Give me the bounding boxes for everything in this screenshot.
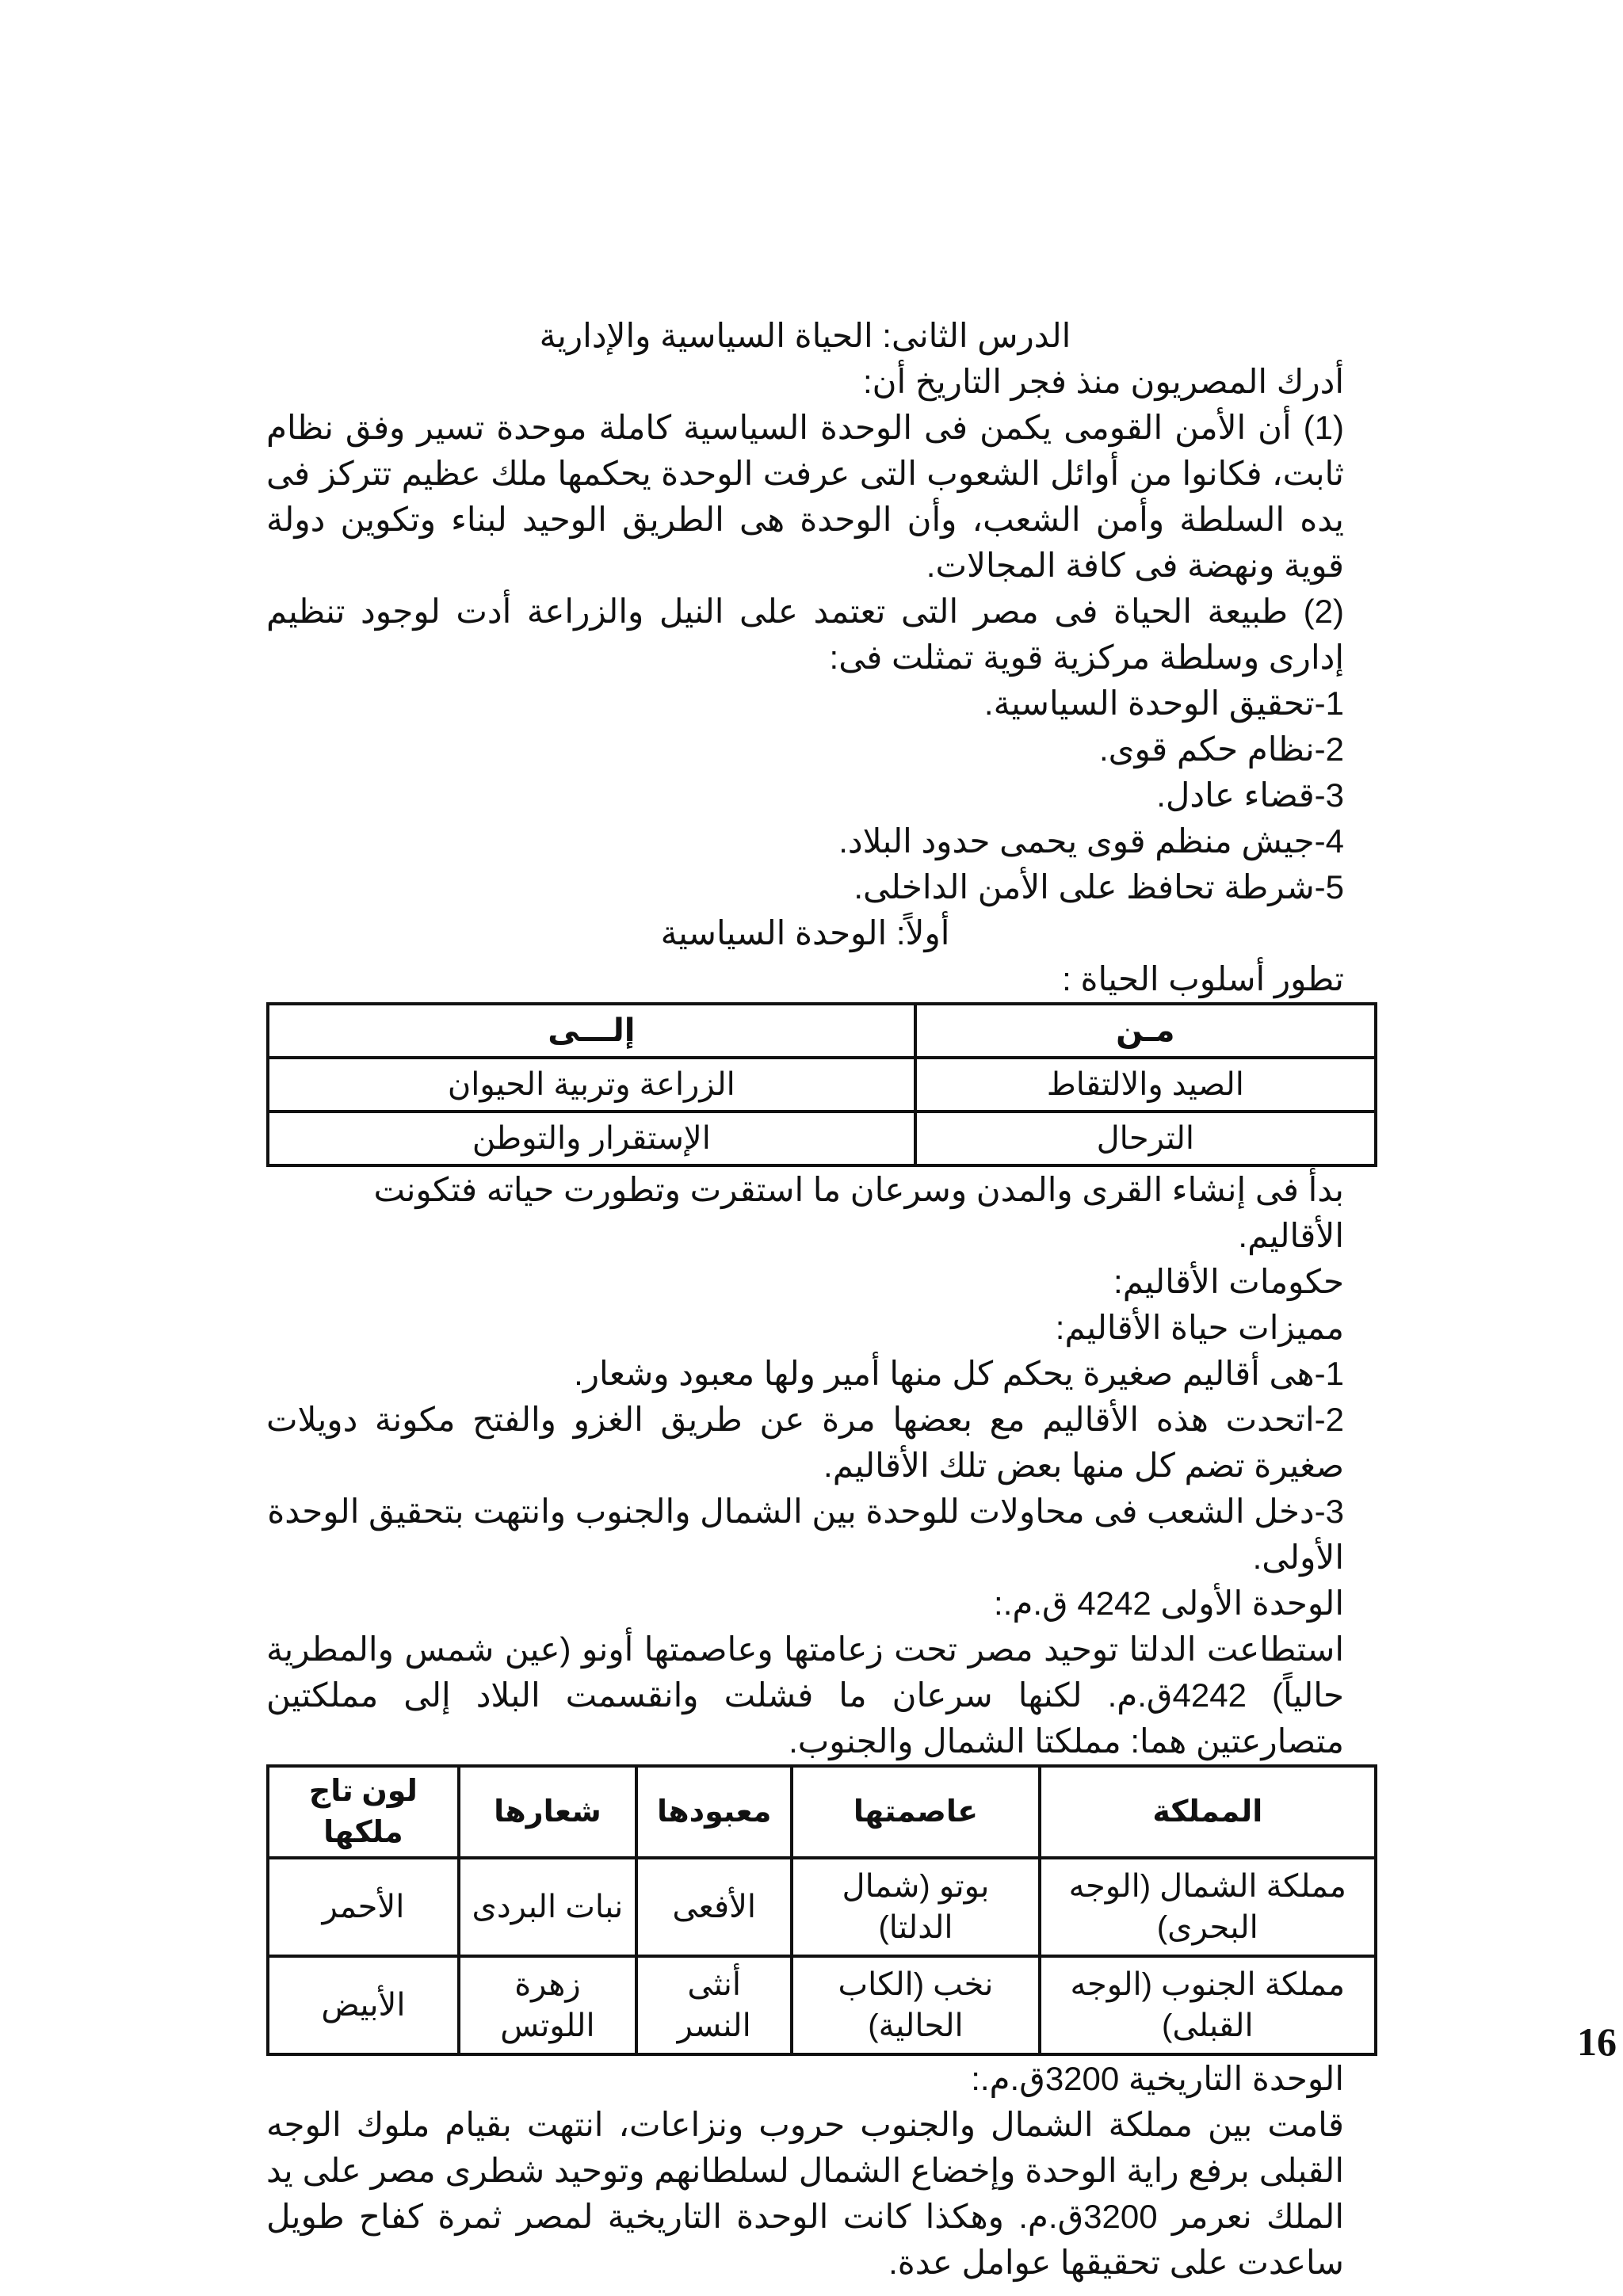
table-header-emblem: شعارها — [459, 1766, 636, 1858]
list1-item-5: 5-شرطة تحافظ على الأمن الداخلى. — [854, 868, 1344, 906]
lifestyle-table — [266, 1002, 1377, 1167]
table-header-kingdom: المملكة — [1040, 1766, 1376, 1858]
table-row — [268, 1858, 1376, 1956]
historic-unity-title: الوحدة التاريخية 3200ق.م.: — [971, 2060, 1344, 2097]
point-2: (2) طبيعة الحياة فى مصر التى تعتمد على النيل والزراعة أدت لوجود تنظيم إدارى وسلطة مركزية قوية تمثلت فى: — [266, 593, 1344, 676]
lesson-title: الدرس الثانى: الحياة السياسية والإدارية — [539, 317, 1071, 354]
table-cell: الزراعة وتربية الحيوان — [268, 1058, 915, 1112]
table-cell: الصيد والالتقاط — [915, 1058, 1376, 1112]
list2-item-2: 2-اتحدت هذه الأقاليم مع بعضها مرة عن طريق الغزو والفتح مكونة دويلات صغيرة تضم كل منها بعض تلك الأقاليم. — [266, 1401, 1344, 1484]
table-cell: الترحال — [915, 1112, 1376, 1165]
table-cell: نخب (الكاب الحالية) — [792, 1956, 1039, 2054]
page-content — [266, 313, 1344, 2286]
table-cell: نبات البردى — [459, 1858, 636, 1956]
table-cell: الإستقرار والتوطن — [268, 1112, 915, 1165]
point-1: (1) أن الأمن القومى يكمن فى الوحدة السياسية كاملة موحدة تسير وفق نظام ثابت، فكانوا من أوائل الشعوب التى عرفت الوحدة يحكمها ملك عظيم تتركز فى يده السلطة وأمن الشعب، وأن الوحدة هى الطريق الوحيد لبناء وتكوين دولة قوية ونهضة فى كافة المجالات. — [266, 409, 1344, 584]
list2-item-1: 1-هى أقاليم صغيرة يحكم كل منها أمير ولها معبود وشعار. — [574, 1355, 1344, 1392]
table-header-row — [268, 1766, 1376, 1858]
kingdoms-table — [266, 1764, 1377, 2056]
table-cell: الأحمر — [268, 1858, 459, 1956]
page-number: 16 — [1577, 2019, 1617, 2064]
gov-title: حكومات الأقاليم: — [1113, 1263, 1344, 1300]
table-cell: مملكة الشمال (الوجه البحرى) — [1040, 1858, 1376, 1956]
list1-item-2: 2-نظام حكم قوى. — [1098, 730, 1344, 768]
after-table1-text: بدأ فى إنشاء القرى والمدن وسرعان ما استقرت وتطورت حياته فتكونت الأقاليم. — [373, 1171, 1344, 1254]
intro-line: أدرك المصريون منذ فجر التاريخ أن: — [863, 363, 1344, 400]
table-cell: أنثى النسر — [636, 1956, 792, 2054]
table-header-crown-color: لون تاج ملكها — [268, 1766, 459, 1858]
table-row — [268, 1956, 1376, 2054]
historic-unity-text: قامت بين مملكة الشمال والجنوب حروب ونزاعات، انتهت بقيام ملوك الوجه القبلى برفع راية الوحدة وإخضاع الشمال لسلطانهم وتوحيد شطرى مصر على يد الملك نعرمر 3200ق.م. وهكذا كانت الوحدة التاريخية لمصر ثمرة كفاح طويل ساعدت على تحقيقها عوامل عدة. — [266, 2106, 1345, 2281]
table-cell: الأفعى — [636, 1858, 792, 1956]
table-header-to: إلـــى — [268, 1004, 915, 1058]
first-unity-text: استطاعت الدلتا توحيد مصر تحت زعامتها وعاصمتها أونو (عين شمس والمطرية حالياً) 4242ق.م. لكنها سرعان ما فشلت وانقسمت البلاد إلى مملكتين متصارعتين هما: مملكتا الشمال والجنوب. — [266, 1630, 1344, 1760]
table-header-from: مـن — [915, 1004, 1376, 1058]
table-cell: بوتو (شمال الدلتا) — [792, 1858, 1039, 1956]
table-cell: مملكة الجنوب (الوجه القبلى) — [1040, 1956, 1376, 2054]
table-row — [268, 1112, 1376, 1165]
features-title: مميزات حياة الأقاليم: — [1055, 1309, 1344, 1346]
list1-item-1: 1-تحقيق الوحدة السياسية. — [983, 685, 1344, 722]
table-cell: زهرة اللوتس — [459, 1956, 636, 2054]
table-header-deity: معبودها — [636, 1766, 792, 1858]
table-header-capital: عاصمتها — [792, 1766, 1039, 1858]
section1-title: أولاً: الوحدة السياسية — [660, 914, 950, 952]
first-unity-title: الوحدة الأولى 4242 ق.م.: — [994, 1585, 1344, 1622]
table-header-row — [268, 1004, 1376, 1058]
list1-item-4: 4-جيش منظم قوى يحمى حدود البلاد. — [838, 822, 1344, 860]
lifestyle-title: تطور أسلوب الحياة : — [1062, 960, 1344, 997]
list2-item-3: 3-دخل الشعب فى محاولات للوحدة بين الشمال والجنوب وانتهت بتحقيق الوحدة الأولى. — [267, 1493, 1344, 1576]
table-row — [268, 1058, 1376, 1112]
list1-item-3: 3-قضاء عادل. — [1156, 776, 1344, 814]
table-cell: الأبيض — [268, 1956, 459, 2054]
